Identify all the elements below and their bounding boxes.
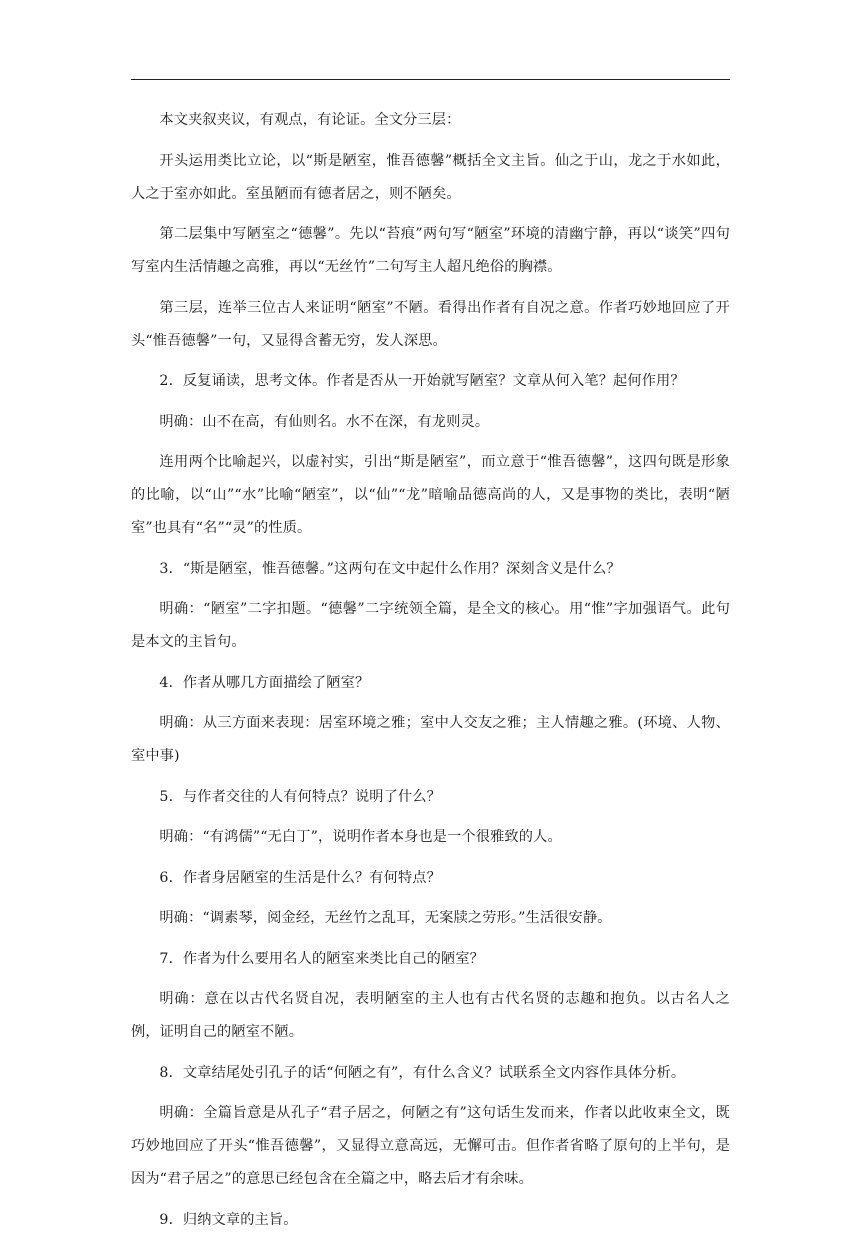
answer-2-detail: 连用两个比喻起兴，以虚衬实，引出“斯是陋室”，而立意于“惟吾德馨”，这四句既是形象的比喻，以“山”“水”比喻“陋室”，以“仙”“龙”暗喻品德高尚的人，又是事物的类比，表明“陋室”也具有“名”“灵”的性质。 [131, 454, 730, 536]
answer-4: 明确：从三方面来表现：居室环境之雅；室中人交友之雅；主人情趣之雅。(环境、人物、室中事) [131, 715, 730, 764]
question-4: 4．作者从哪几方面描绘了陋室？ [159, 674, 370, 691]
answer-2: 明确：山不在高，有仙则名。水不在深，有龙则灵。 [159, 413, 490, 430]
answer-8: 明确：全篇旨意是从孔子“君子居之，何陋之有”这句话生发而来，作者以此收束全文，既巧妙地回应了开头“惟吾德馨”，又显得立意高远，无懈可击。但作者省略了原句的上半句，是因为“君子居之”的意思已经包含在全篇之中，略去后才有余味。 [131, 1105, 730, 1187]
question-8: 8．文章结尾处引孔子的话“何陋之有”，有什么含义？试联系全文内容作具体分析。 [159, 1064, 686, 1081]
question-7: 7．作者为什么要用名人的陋室来类比自己的陋室？ [159, 950, 484, 967]
paragraph-structure-intro: 本文夹叙夹议，有观点，有论证。全文分三层： [159, 112, 461, 128]
answer-5: 明确：“有鸿儒”“无白丁”，说明作者本身也是一个很雅致的人。 [159, 829, 562, 845]
question-6: 6．作者身居陋室的生活是什么？有何特点？ [159, 869, 441, 886]
paragraph-second-layer: 第二层集中写陋室之“德馨”。先以“苔痕”两句写“陋室”环境的清幽宁静，再以“谈笑”四句写室内生活情趣之高雅，再以“无丝竹”二句写主人超凡绝俗的胸襟。 [131, 226, 730, 275]
answer-7: 明确：意在以古代名贤自况，表明陋室的主人也有古代名贤的志趣和抱负。以古名人之例，证明自己的陋室不陋。 [131, 991, 730, 1040]
question-5: 5．与作者交往的人有何特点？说明了什么？ [159, 788, 441, 805]
answer-6: 明确：“调素琴，阅金经，无丝竹之乱耳，无案牍之劳形。”生活很安静。 [159, 910, 612, 926]
question-3: 3．“斯是陋室，惟吾德馨。”这两句在文中起什么作用？深刻含义是什么？ [159, 560, 621, 577]
question-2: 2．反复诵读，思考文体。作者是否从一开始就写陋室？文章从何入笔？起何作用？ [159, 373, 685, 389]
document-body [131, 104, 730, 1244]
answer-3: 明确：“陋室”二字扣题。“德馨”二字统领全篇，是全文的核心。用“惟”字加强语气。此句是本文的主旨句。 [131, 601, 730, 650]
paragraph-first-layer: 开头运用类比立论，以“斯是陋室，惟吾德馨”概括全文主旨。仙之于山，龙之于水如此，人之于室亦如此。室虽陋而有德者居之，则不陋矣。 [131, 152, 730, 202]
header-rule [131, 79, 730, 80]
question-9: 9．归纳文章的主旨。 [159, 1211, 298, 1228]
paragraph-third-layer: 第三层，连举三位古人来证明“陋室”不陋。看得出作者有自况之意。作者巧妙地回应了开头“惟吾德馨”一句，又显得含蓄无穷，发人深思。 [131, 299, 730, 349]
